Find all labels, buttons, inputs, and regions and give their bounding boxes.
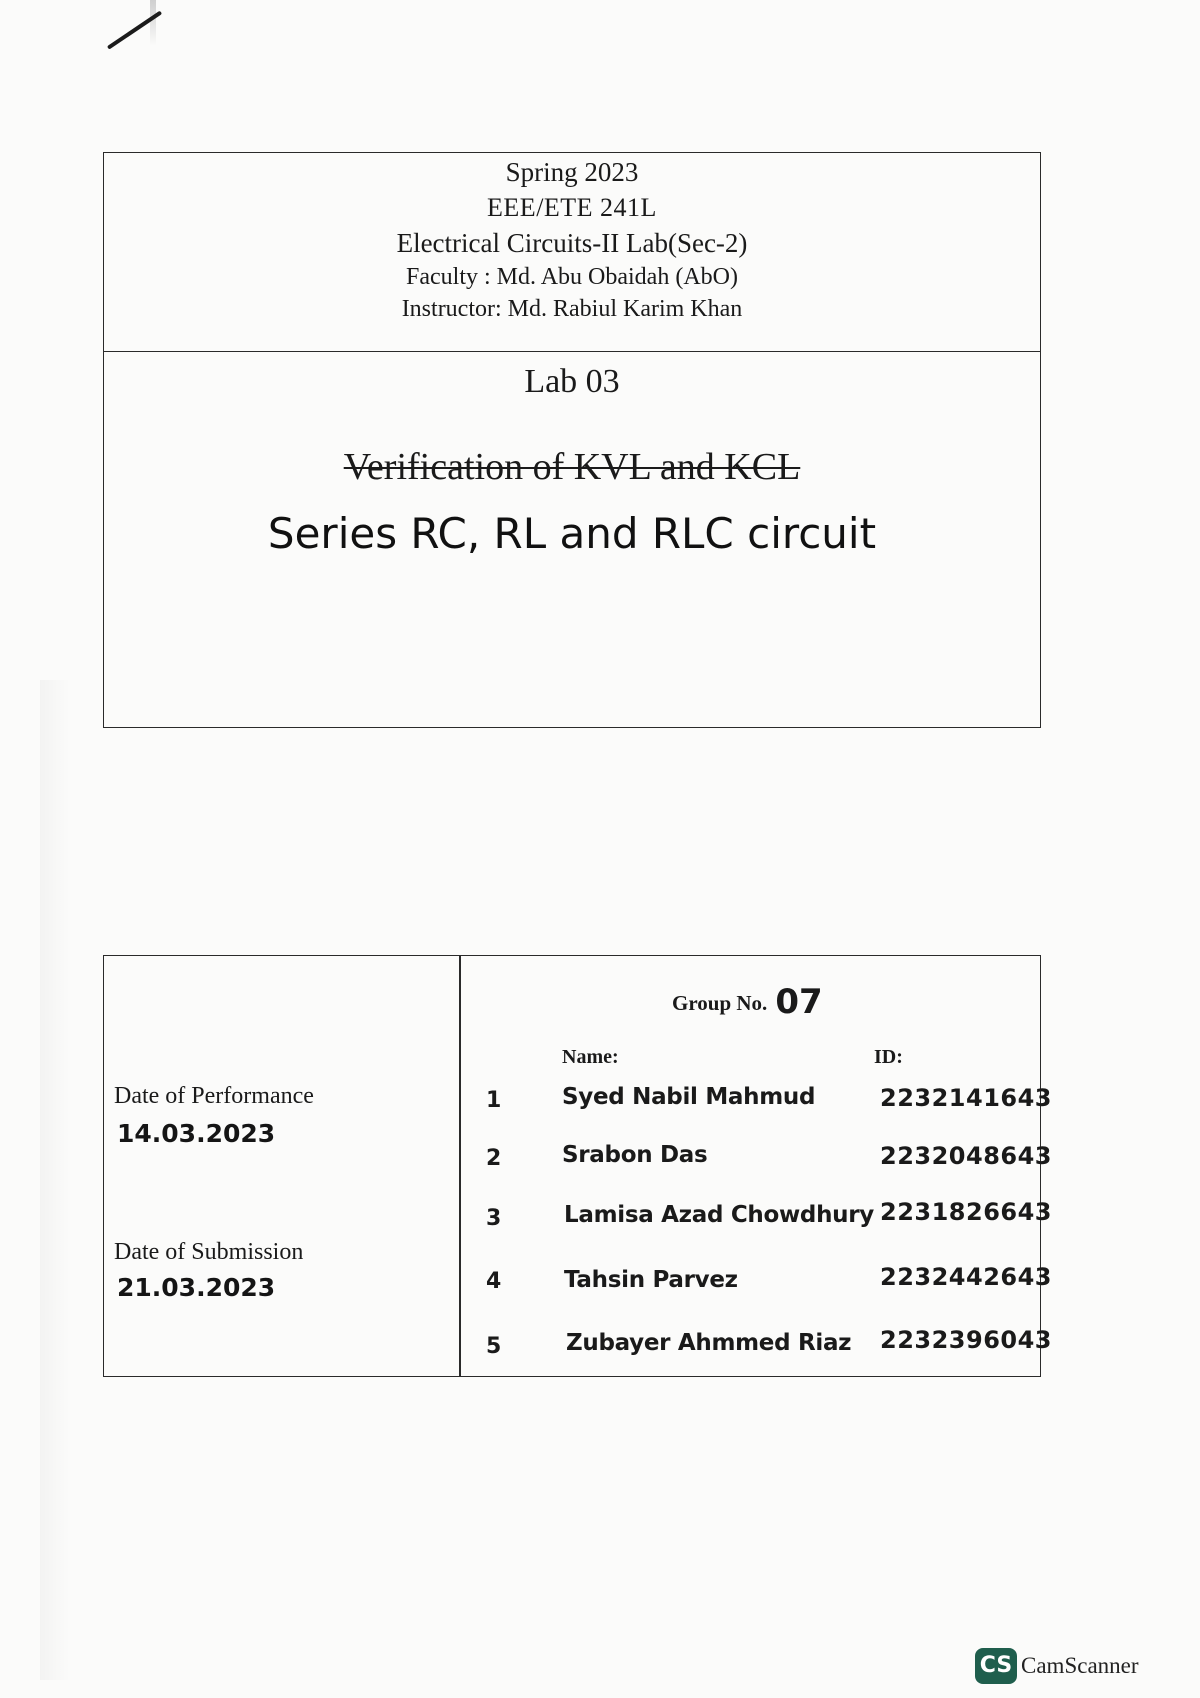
lab-title: Series RC, RL and RLC circuit: [267, 509, 877, 558]
member-id: 2232141643: [880, 1084, 1052, 1112]
member-id: 2232442643: [880, 1263, 1052, 1291]
course-title: Electrical Circuits-II Lab(Sec-2): [396, 228, 748, 258]
semester: Spring 2023: [505, 157, 639, 187]
struck-title-text: Verification of KVL and KCL: [343, 446, 801, 488]
member-number: 3: [486, 1206, 502, 1231]
member-row: [104, 1198, 1052, 1232]
cover-header-box: [103, 152, 1041, 728]
name-column-header: Name:: [562, 1046, 619, 1068]
member-name: Lamisa Azad Chowdhury: [564, 1202, 874, 1228]
group-number: 07: [775, 982, 823, 1022]
member-number: 5: [486, 1334, 502, 1359]
member-id: 2232396043: [880, 1326, 1052, 1354]
member-name: Zubayer Ahmmed Riaz: [566, 1330, 852, 1356]
member-name: Tahsin Parvez: [564, 1267, 738, 1293]
member-row: [104, 1326, 1052, 1360]
group-heading: [672, 982, 823, 1022]
member-number: 2: [486, 1146, 502, 1171]
member-row: [104, 1142, 1052, 1172]
submission-date-value: 21.03.2023: [117, 1273, 276, 1302]
course-info-section: [104, 153, 1040, 352]
struck-title: [104, 445, 1040, 489]
member-number: 1: [486, 1088, 502, 1113]
camscanner-watermark: [975, 1648, 1139, 1684]
submission-date-label: Date of Submission: [114, 1239, 304, 1265]
member-id: 2231826643: [880, 1198, 1052, 1226]
member-number: 4: [486, 1269, 502, 1294]
member-name: Syed Nabil Mahmud: [562, 1084, 816, 1110]
member-name: Srabon Das: [562, 1142, 708, 1168]
group-label: Group No.: [672, 991, 768, 1015]
member-row: [104, 1263, 1052, 1297]
performance-date-value: 14.03.2023: [117, 1119, 276, 1148]
member-id: 2232048643: [880, 1142, 1052, 1170]
camscanner-text: CamScanner: [1021, 1653, 1139, 1678]
scan-smudge: [150, 0, 156, 46]
id-column-header: ID:: [874, 1046, 903, 1068]
group-info-box: [103, 955, 1052, 1377]
faculty: Faculty : Md. Abu Obaidah (AbO): [406, 264, 738, 290]
member-row: [104, 1084, 1052, 1114]
camscanner-logo-icon: CS: [975, 1648, 1017, 1684]
performance-date-label: Date of Performance: [114, 1083, 314, 1109]
lab-number: Lab 03: [524, 363, 620, 400]
instructor: Instructor: Md. Rabiul Karim Khan: [401, 296, 743, 322]
scan-shadow: [40, 680, 70, 1680]
course-code: EEE/ETE 241L: [487, 193, 657, 222]
